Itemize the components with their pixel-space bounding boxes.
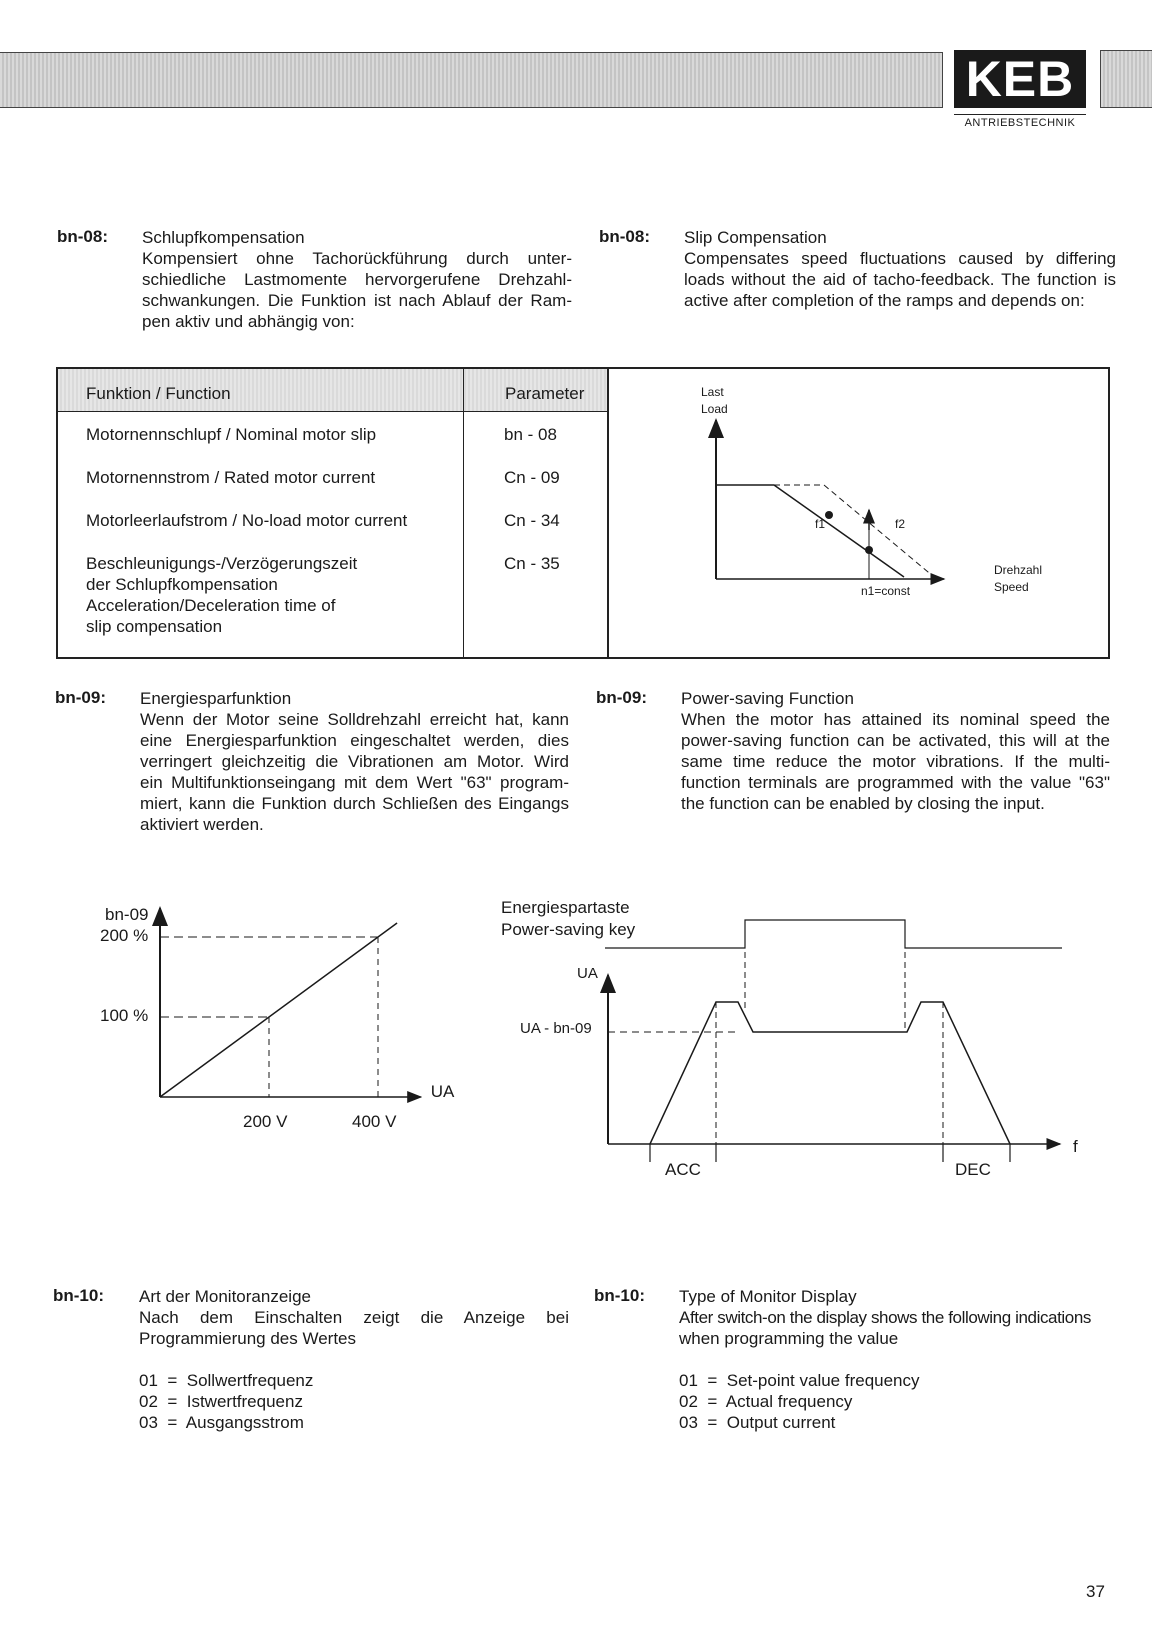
bn10-code-de: bn-10:	[53, 1286, 104, 1305]
table-cell-line: der Schlupfkompensation	[86, 575, 278, 594]
bn09-voltage-chart	[90, 895, 490, 1185]
bn08-line-en: loads without the aid of tacho-feedback. The function is	[684, 270, 1116, 289]
bn09-line-de: ein Multifunktionseingang mit dem Wert "63" program-	[140, 773, 569, 792]
bn10-item-en: 02 = Actual frequency	[679, 1392, 853, 1411]
table-row-function: Motorleerlaufstrom / No-load motor current	[86, 511, 408, 530]
slip-y-label: Last	[701, 385, 724, 399]
bn10-text-en	[679, 1286, 1109, 1433]
bn10-item-en: 03 = Output current	[679, 1413, 836, 1432]
bn08-title-en: Slip Compensation	[684, 228, 827, 247]
slip-compensation-diagram	[609, 370, 1107, 656]
bn10-item-de: 03 = Ausgangsstrom	[139, 1413, 304, 1432]
bn08-title-de: Schlupfkompensation	[142, 228, 305, 247]
bn08-code-en: bn-08:	[599, 227, 650, 246]
header-bar-right	[1100, 50, 1152, 108]
chart1-x-label: UA	[430, 1082, 455, 1101]
bn09-line-de: aktiviert werden.	[140, 815, 264, 834]
bn09-line-en: power-saving function can be activated, this will at the	[681, 731, 1110, 750]
bn08-line-en: active after completion of the ramps and depends on:	[684, 291, 1085, 310]
bn10-line-en: when programming the value	[679, 1329, 899, 1348]
bn09-code-en: bn-09:	[596, 688, 647, 707]
bn08-line-de: pen aktiv und abhängig von:	[142, 312, 355, 331]
slip-y-label: Load	[701, 402, 728, 416]
chart1-y-label: bn-09	[105, 905, 149, 924]
header-bar	[0, 52, 943, 108]
table-cell-line: Acceleration/Deceleration time of	[86, 596, 336, 615]
bn09-code-de: bn-09:	[55, 688, 106, 707]
chart2-title-line: Power-saving key	[501, 920, 636, 939]
bn10-item-en: 01 = Set-point value frequency	[679, 1371, 920, 1390]
bn10-title-en: Type of Monitor Display	[679, 1287, 857, 1306]
logo-subtitle: ANTRIEBSTECHNIK	[954, 114, 1086, 129]
bn10-line-de: Programmierung des Wertes	[139, 1329, 356, 1348]
table-row-function: Motornennstrom / Rated motor current	[86, 468, 376, 487]
bn10-item-de: 01 = Sollwertfrequenz	[139, 1371, 314, 1390]
bn08-code-de: bn-08:	[57, 227, 108, 246]
bn08-line-de: schwankungen. Die Funktion ist nach Ablauf der Ram-	[142, 291, 572, 310]
chart1-x-tick-label: 200 V	[243, 1112, 288, 1131]
page-number: 37	[1086, 1582, 1105, 1601]
table-cell-line: slip compensation	[86, 617, 223, 636]
bn09-line-de: verringert gleichzeitig die Vibrationen am Motor. Wird	[140, 752, 569, 771]
bn09-line-en: the function can be enabled by closing the input.	[681, 794, 1045, 813]
bn09-line-en: same time reduce the motor vibrations. If the multi-	[681, 752, 1110, 771]
bn10-line-en: After switch-on the display shows the following indications	[679, 1308, 1092, 1327]
slip-x-label: Speed	[994, 580, 1029, 594]
table-row-parameter: Cn - 35	[504, 554, 560, 573]
chart1-x-tick-label: 400 V	[352, 1112, 397, 1131]
chart2-phase-dec: DEC	[955, 1160, 991, 1179]
bn08-line-de: Kompensiert ohne Tachorückführung durch unter-	[142, 249, 572, 268]
table-row-function: Motornennschlupf / Nominal motor slip	[86, 425, 377, 444]
bn08-line-de: schiedliche Lastmomente hervorgerufene Drehzahl-	[142, 270, 572, 289]
chart2-x-label: f	[1073, 1137, 1078, 1156]
bn08-text-en	[684, 227, 1116, 311]
chart2-ua-waveform	[650, 1002, 1010, 1144]
bn09-text-de	[140, 688, 569, 835]
bn10-text-de	[139, 1286, 569, 1433]
bn09-line-de: Wenn der Motor seine Solldrehzahl erreicht hat, kann	[140, 710, 569, 729]
table-column-divider	[463, 369, 464, 657]
bn09-line-de: miert, kann die Funktion durch Schließen des Eingangs	[140, 794, 569, 813]
chart2-y-label: UA	[577, 965, 598, 982]
table-row-parameter: Cn - 34	[504, 511, 560, 530]
bn08-line-en: Compensates speed fluctuations caused by differing	[684, 249, 1116, 268]
slip-n1-label: n1=const	[861, 584, 911, 598]
slip-curve	[716, 485, 904, 577]
bn09-text-en	[681, 688, 1110, 814]
bn10-code-en: bn-10:	[594, 1286, 645, 1305]
table-header-function: Funktion / Function	[86, 384, 231, 403]
slip-point-f2	[865, 546, 873, 554]
bn09-line-en: When the motor has attained its nominal speed the	[681, 710, 1110, 729]
bn09-line-en: function terminals are programmed with the value "63"	[681, 773, 1110, 792]
chart2-level-label: UA - bn-09	[520, 1020, 592, 1037]
chart2-phase-acc: ACC	[665, 1160, 701, 1179]
bn10-item-de: 02 = Istwertfrequenz	[139, 1392, 303, 1411]
slip-f1-label: f1	[815, 517, 826, 531]
table-row-function	[86, 553, 357, 637]
slip-f2-label: f2	[895, 517, 906, 531]
table-row-parameter: Cn - 09	[504, 468, 560, 487]
table-header-parameter: Parameter	[505, 384, 585, 403]
slip-x-label: Drehzahl	[994, 563, 1043, 577]
power-saving-key-chart	[495, 890, 1095, 1190]
table-cell-line: Beschleunigungs-/Verzögerungszeit	[86, 554, 358, 573]
bn09-line-de: eine Energiesparfunktion eingeschaltet werden, dies	[140, 731, 569, 750]
bn09-title-en: Power-saving Function	[681, 689, 854, 708]
slip-point-f1	[825, 511, 833, 519]
bn08-text-de	[142, 227, 572, 332]
chart1-y-tick-label: 200 %	[100, 926, 149, 945]
bn09-title-de: Energiesparfunktion	[140, 689, 292, 708]
table-row-parameter: bn - 08	[504, 425, 557, 444]
chart2-title-line: Energiespartaste	[501, 898, 630, 917]
slip-dashed-curve	[774, 485, 934, 577]
bn10-title-de: Art der Monitoranzeige	[139, 1287, 311, 1306]
keb-logo: KEB	[954, 50, 1086, 108]
chart2-key-signal	[605, 920, 1062, 948]
bn10-line-de: Nach dem Einschalten zeigt die Anzeige bei	[139, 1308, 569, 1327]
chart1-y-tick-label: 100 %	[100, 1006, 149, 1025]
chart1-series-line	[160, 923, 397, 1097]
